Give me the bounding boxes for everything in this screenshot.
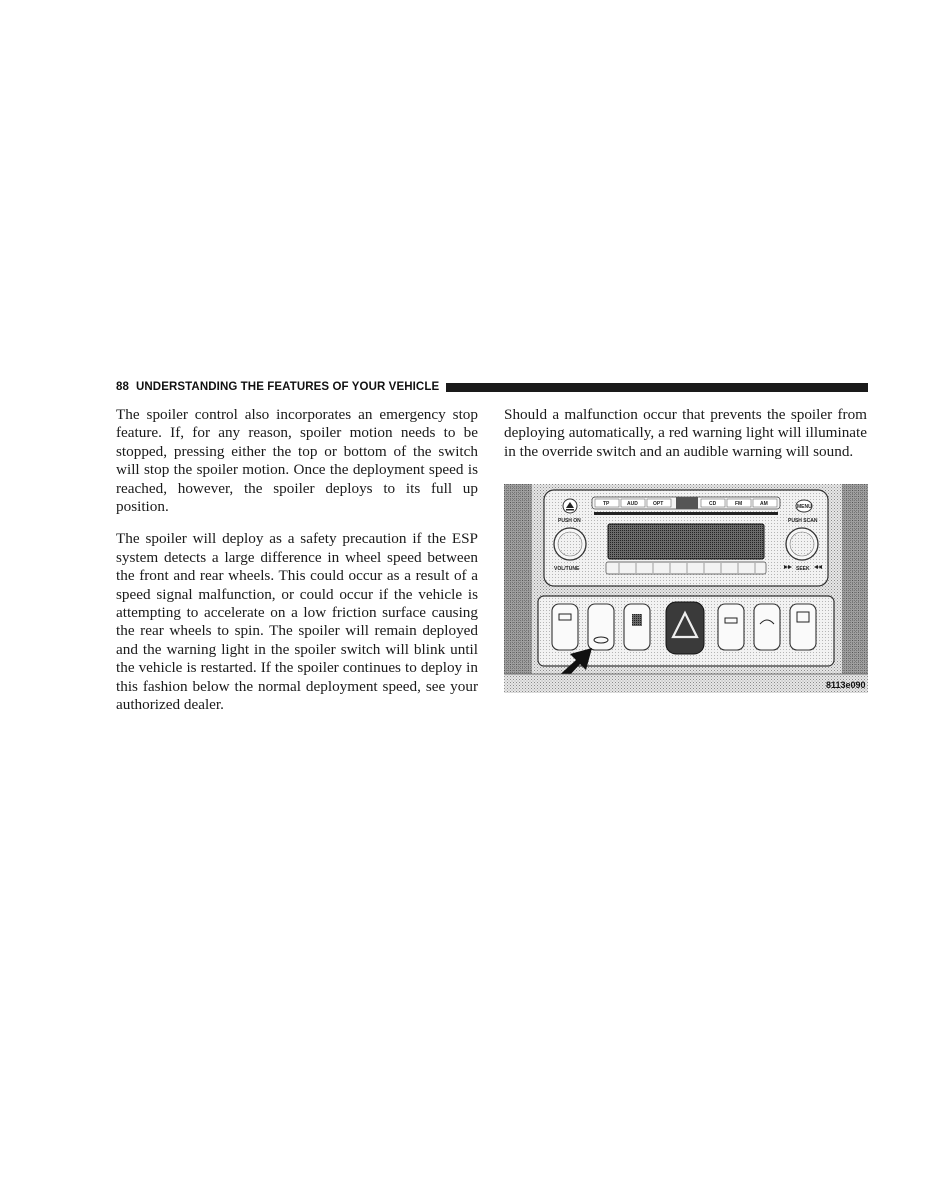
btn-aud-label: AUD <box>627 501 638 507</box>
btn-fm-label: FM <box>735 501 743 507</box>
paragraph: The spoiler will deploy as a safety precaution if the ESP system detects a large difference in wheel speed between the front and rear wheels. This could occur as a result of a speed signal malfunction, or could occur if the vehicle is attempting to accelerate on a low friction surface causing the rear wheels to spin. The spoiler will remain deployed and the warning light in the spoiler switch will blink until the vehicle is restarted. If the spoiler continues to deploy in this fashion below the normal deployment speed, see your authorized dealer. <box>116 530 478 714</box>
right-trim <box>842 484 868 693</box>
header-rule <box>446 383 868 392</box>
svg-text:MENU: MENU <box>797 504 812 510</box>
top-buttons <box>595 497 777 509</box>
section-title: UNDERSTANDING THE FEATURES OF YOUR VEHICLE <box>136 381 440 393</box>
page-header <box>116 379 868 395</box>
menu-button <box>796 500 812 512</box>
btn-am-label: AM <box>760 501 768 507</box>
bottom-trim <box>504 674 868 693</box>
push-scan-label: PUSH SCAN <box>788 518 818 524</box>
eject-icon <box>563 499 577 513</box>
push-on-label: PUSH ON <box>558 518 581 524</box>
btn-tp-label: TP <box>603 501 610 507</box>
page-number: 88 <box>116 381 129 393</box>
right-column <box>504 406 867 475</box>
paragraph: The spoiler control also incorporates an emergency stop feature. If, for any reason, spoiler motion needs to be stopped, pressing either the top or bottom of the switch will stop the spoiler motion. Once the deployment speed is reached, however, the spoiler deploys to its full up position. <box>116 406 478 516</box>
btn-cd-label: CD <box>709 501 717 507</box>
tune-knob <box>786 528 818 560</box>
radio-display <box>608 524 764 559</box>
left-trim <box>504 484 532 693</box>
btn-opt-label: OPT <box>653 501 664 507</box>
hazard-icon <box>666 602 704 654</box>
cd-slot <box>594 512 778 515</box>
figure-code: 8113e090 <box>826 680 866 690</box>
radio-control-panel-figure <box>504 484 868 693</box>
preset-buttons <box>606 562 766 574</box>
vol-tune-label: VOL/TUNE <box>554 566 580 572</box>
left-column <box>116 406 478 729</box>
paragraph: Should a malfunction occur that prevents the spoiler from deploying automatically, a red warning light will illuminate in the override switch and an audible warning will sound. <box>504 406 867 460</box>
volume-knob <box>554 528 586 560</box>
seek-label: SEEK <box>796 566 810 572</box>
